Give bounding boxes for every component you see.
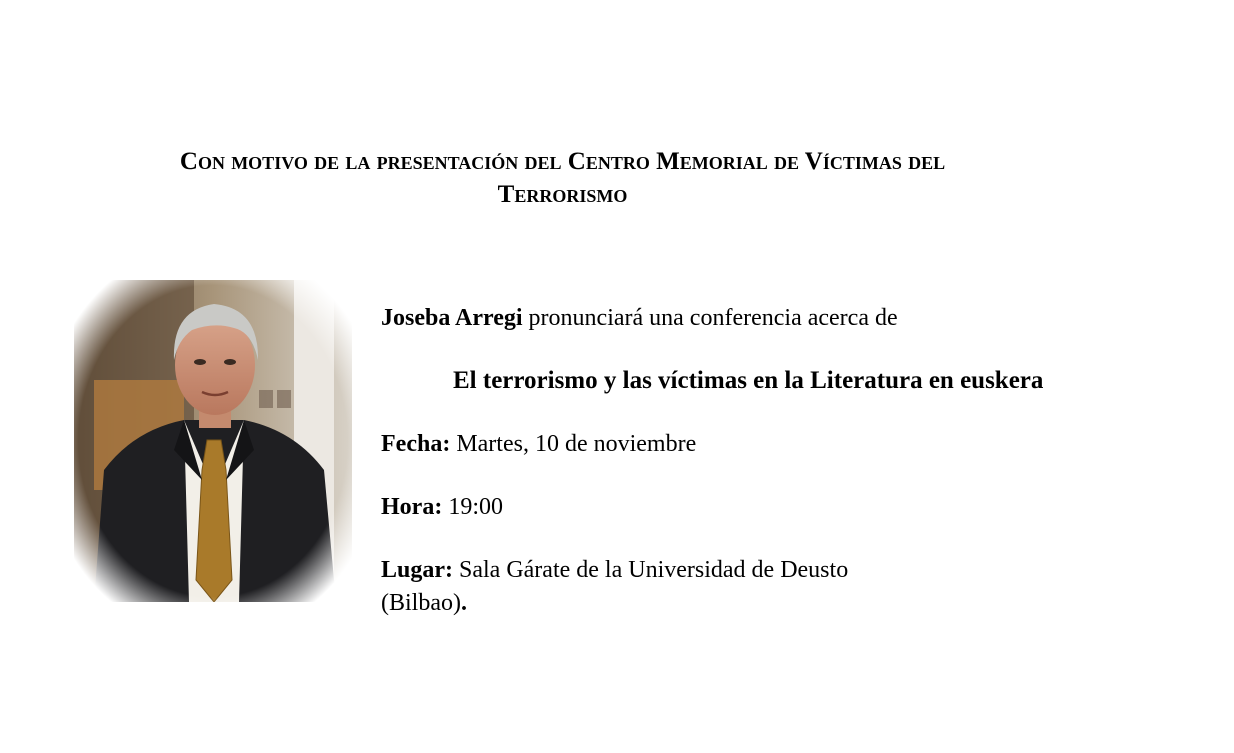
date-label: Fecha:: [381, 431, 451, 457]
speaker-intro: [381, 303, 898, 333]
header-line-1: Con motivo de la presentación del Centro Memorial de Víctimas del: [179, 148, 946, 175]
place-label: Lugar:: [381, 557, 453, 583]
place-value: Sala Gárate de la Universidad de Deusto: [453, 557, 849, 583]
place-line-2: [381, 588, 467, 618]
place-end-punct: .: [460, 590, 467, 616]
speaker-name: Joseba Arregi: [381, 305, 523, 331]
date-line: [381, 429, 696, 459]
speaker-intro-text: pronunciará una conferencia acerca de: [522, 305, 898, 331]
time-value: 19:00: [442, 494, 503, 520]
time-label: Hora:: [381, 494, 443, 520]
header-line-2: Terrorismo: [497, 181, 628, 208]
place-value-city: (Bilbao): [381, 590, 461, 616]
talk-title: El terrorismo y las víctimas en la Literatura en euskera: [453, 367, 1044, 394]
time-line: [381, 492, 503, 522]
event-header: [90, 145, 1035, 211]
date-value: Martes, 10 de noviembre: [450, 431, 697, 457]
speaker-photo: [74, 280, 352, 602]
place-line: [381, 555, 848, 585]
